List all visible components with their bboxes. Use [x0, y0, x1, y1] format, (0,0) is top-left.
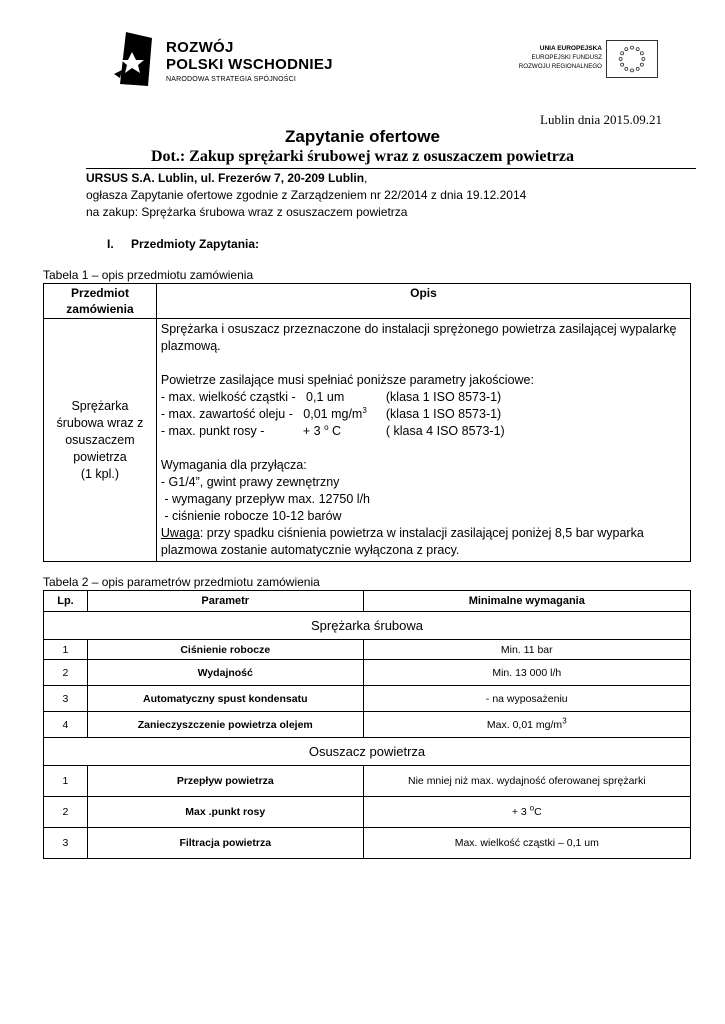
table-row [44, 640, 691, 660]
table-row [44, 828, 691, 859]
col-parameter: Parametr [87, 591, 363, 612]
item-line: osuszaczem [65, 432, 135, 447]
note-text: : przy spadku ciśnienia powietrza w instalacji zasilającej poniżej 8,5 bar wyparka plazmowa zostanie automatycznie wyłączona z pracy. [160, 526, 644, 557]
eu-line-2: EUROPEJSKI FUNDUSZ [531, 54, 602, 61]
note-label: Uwaga [160, 526, 200, 540]
table-row [44, 660, 691, 686]
order-description-cell [156, 319, 690, 562]
table1-col-description: Opis [156, 284, 690, 319]
row-requirement: Nie mniej niż max. wydajność oferowanej sprężarki [363, 766, 690, 797]
row-requirement: Min. 11 bar [363, 640, 690, 660]
table1-header-row [44, 284, 691, 319]
connection-heading: Wymagania dla przyłącza: [160, 458, 307, 472]
row-requirement: Min. 13 000 l/h [363, 660, 690, 686]
document-title: Zapytanie ofertowe [285, 127, 440, 146]
logo-line-3: NARODOWA STRATEGIA SPÓJNOŚCI [166, 76, 297, 83]
order-description-table [43, 283, 691, 562]
table-row [44, 712, 691, 738]
connection-pressure: - ciśnienie robocze 10-12 barów [160, 509, 342, 523]
eu-line-1: UNIA EUROPEJSKA [539, 45, 602, 52]
row-requirement: Max. wielkość cząstki – 0,1 um [363, 828, 690, 859]
col-lp: Lp. [44, 591, 88, 612]
row-lp: 3 [44, 828, 88, 859]
table1-row [44, 319, 691, 562]
section-title: Przedmioty Zapytania: [131, 237, 260, 251]
row-parameter: Filtracja powietrza [87, 828, 363, 859]
table-row [44, 686, 691, 712]
table2-header-row [44, 591, 691, 612]
description-intro: Sprężarka i osuszacz przeznaczone do instalacji sprężonego powietrza zasilającej wypalarkę plazmową. [160, 322, 677, 353]
row-lp: 2 [44, 660, 88, 686]
star-figure-icon [112, 30, 158, 88]
parameters-table [43, 590, 691, 859]
table-row [44, 797, 691, 828]
row-lp: 1 [44, 766, 88, 797]
document-subtitle: Dot.: Zakup sprężarki śrubowej wraz z osuszaczem powietrza [150, 148, 575, 165]
company-suffix: , [364, 171, 368, 185]
row-parameter: Max .punkt rosy [87, 797, 363, 828]
table2-caption: Tabela 2 – opis parametrów przedmiotu zamówienia [43, 575, 320, 589]
group-row-dryer [44, 738, 691, 766]
param-oil: - max. zawartość oleju - 0,01 $mg/m^3$ (klasa 1 ISO 8573-1) [160, 405, 502, 421]
table1-col-item: Przedmiot zamówienia [44, 284, 157, 319]
company-line [86, 171, 367, 185]
row-parameter: Przepływ powietrza [87, 766, 363, 797]
section-number: I. [107, 237, 114, 251]
connection-flow: - wymagany przepływ max. 12750 l/h [160, 492, 371, 506]
row-requirement: - na wyposażeniu [363, 686, 690, 712]
item-line: Sprężarka [71, 398, 129, 413]
eu-logo [500, 40, 660, 82]
item-line: śrubowa wraz z [56, 415, 144, 430]
item-line: (1 kpl.) [80, 466, 120, 481]
announcement-line: ogłasza Zapytanie ofertowe zgodnie z Zarządzeniem nr 22/2014 z dnia 19.12.2014 [86, 188, 527, 202]
connection-thread: - G1/4”, gwint prawy zewnętrzny [160, 475, 340, 489]
eu-text [519, 44, 602, 71]
row-parameter: Zanieczyszczenie powietrza olejem [87, 712, 363, 738]
col-requirements: Minimalne wymagania [363, 591, 690, 612]
table-row [44, 766, 691, 797]
company-name: URSUS S.A. Lublin, ul. Frezerów 7, 20-209 Lublin [86, 171, 365, 185]
row-parameter: Wydajność [87, 660, 363, 686]
note [161, 525, 686, 559]
group-title: Osuszacz powietrza [44, 738, 691, 766]
param-dew-point: - max. punkt rosy - + 3 $^o$ C ( klasa 4 ISO 8573-1) [160, 422, 505, 438]
item-line: powietrza [73, 449, 127, 464]
eu-flag-icon [606, 40, 658, 78]
param-particle: - max. wielkość cząstki - 0,1 um (klasa 1 ISO 8573-1) [160, 390, 502, 404]
document-date: Lublin dnia 2015.09.21 [540, 112, 663, 127]
title-divider [86, 168, 696, 169]
params-heading: Powietrze zasilające musi spełniać poniższe parametry jakościowe: [160, 373, 534, 387]
row-lp: 1 [44, 640, 88, 660]
eu-line-3: ROZWOJU REGIONALNEGO [518, 63, 602, 70]
purchase-line: na zakup: Sprężarka śrubowa wraz z osuszaczem powietrza [86, 205, 408, 219]
logo-line-2: POLSKI WSCHODNIEJ [166, 56, 333, 73]
logo-line-1: ROZWÓJ [166, 39, 234, 56]
rozwoj-polski-wschodniej-logo [112, 30, 342, 90]
section-heading [107, 237, 259, 251]
group-title: Sprężarka śrubowa [44, 612, 691, 640]
row-lp: 4 [44, 712, 88, 738]
row-requirement: Max. 0,01 $mg/m^3$ [363, 712, 690, 738]
row-requirement: + 3 $^o$C [363, 797, 690, 828]
row-parameter: Ciśnienie robocze [87, 640, 363, 660]
table1-caption: Tabela 1 – opis przedmiotu zamówienia [43, 268, 254, 282]
group-row-compressor [44, 612, 691, 640]
row-parameter: Automatyczny spust kondensatu [87, 686, 363, 712]
order-item-cell [44, 319, 157, 562]
row-lp: 3 [44, 686, 88, 712]
row-lp: 2 [44, 797, 88, 828]
